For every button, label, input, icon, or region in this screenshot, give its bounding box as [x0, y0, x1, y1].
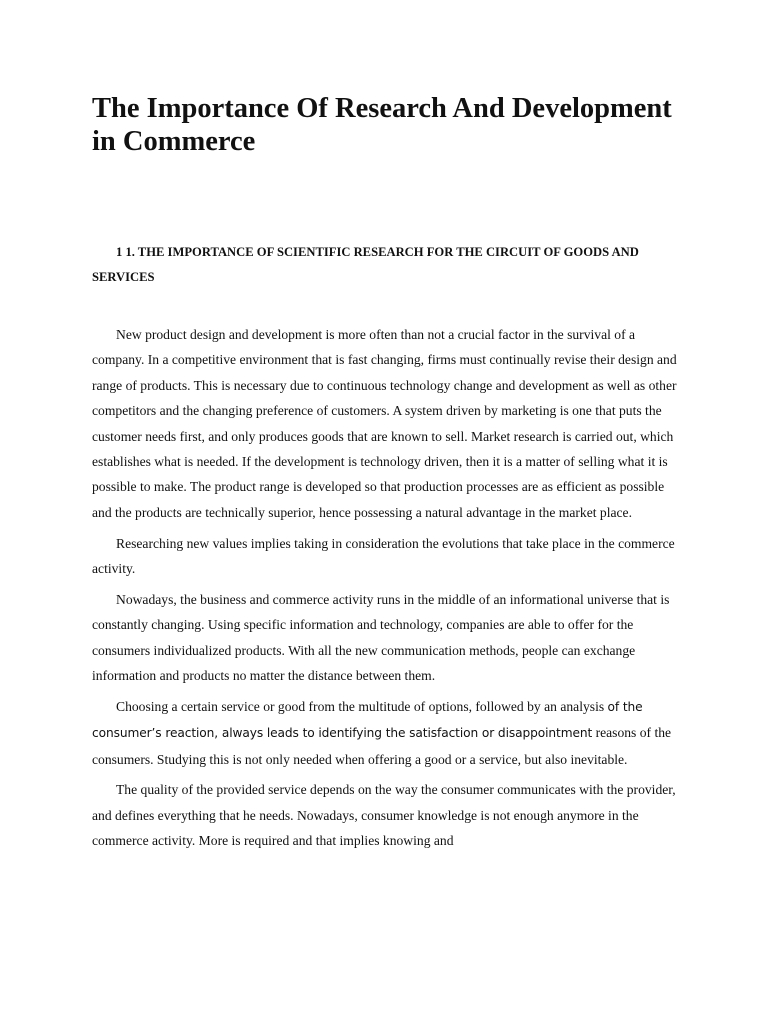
body-paragraph: New product design and development is more often than not a crucial factor in the survival of a company. In a competitive environment that is fast changing, firms must continually revise their design and range of products. This is necessary due to continuous technology change and development as well as other competitors and the changing preference of customers. A system driven by marketing is one that puts the customer needs first, and only produces goods that are known to sell. Market research is carried out, which establishes what is needed. If the development is technology driven, then it is a matter of selling what it is possible to make. The product range is developed so that production processes are as efficient as possible and the products are technically superior, hence possessing a natural advantage in the market place.	[92, 327, 677, 520]
paragraph-text-alt-font: of the consumer’s reaction, always leads to identifying the satisfaction or disappointment	[92, 699, 643, 741]
paragraph-text: Choosing a certain service or good from the multitude of options, followed by an analysis	[116, 698, 608, 714]
body-paragraph: Researching new values implies taking in consideration the evolutions that take place in the commerce activity.	[92, 535, 675, 577]
body-paragraph: The quality of the provided service depends on the way the consumer communicates with the provider, and defines everything that he needs. Nowadays, consumer knowledge is not enough anymore in the commerce activity. More is required and that implies knowing and	[92, 782, 676, 849]
body-paragraph: Nowadays, the business and commerce activity runs in the middle of an informational universe that is constantly changing. Using specific information and technology, companies are able to offer for the consumers individualized products. With all the new communication methods, people can exchange information and products no matter the distance between them.	[92, 591, 670, 684]
document-title: The Importance Of Research And Development in Commerce	[92, 93, 672, 157]
paragraph-text: reasons of the consumers. Studying this is not only needed when offering a good or a service, but also inevitable.	[92, 725, 672, 767]
document-body	[92, 322, 682, 859]
section-heading: 1 1. THE IMPORTANCE OF SCIENTIFIC RESEARCH FOR THE CIRCUIT OF GOODS AND SERVICES	[92, 245, 639, 284]
body-paragraph	[92, 694, 682, 772]
